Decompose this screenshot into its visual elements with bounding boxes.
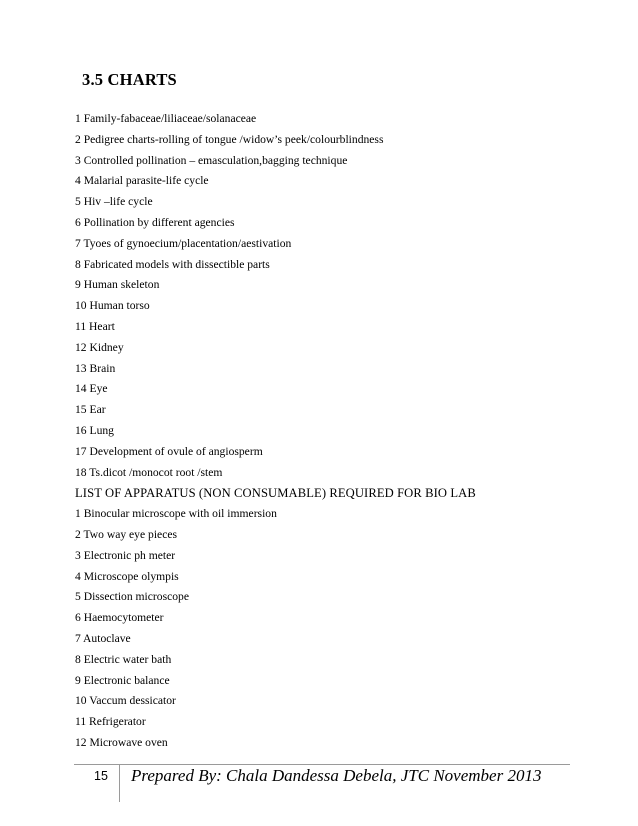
page-number: 15 [94, 769, 108, 783]
chart-item: 16 Lung [75, 423, 114, 437]
chart-item: 8 Fabricated models with dissectible parts [75, 257, 270, 271]
chart-item: 2 Pedigree charts-rolling of tongue /widow’s peek/colourblindness [75, 132, 384, 146]
apparatus-item: 12 Microwave oven [75, 735, 168, 749]
apparatus-item: 5 Dissection microscope [75, 590, 189, 604]
chart-item: 11 Heart [75, 319, 115, 333]
apparatus-item: 10 Vaccum dessicator [75, 694, 176, 708]
chart-item: 15 Ear [75, 403, 106, 417]
footer-divider [74, 764, 570, 765]
chart-item: 10 Human torso [75, 299, 150, 313]
apparatus-item: 2 Two way eye pieces [75, 527, 177, 541]
apparatus-item: 9 Electronic balance [75, 673, 170, 687]
chart-item: 13 Brain [75, 361, 116, 375]
chart-item: 7 Tyoes of gynoecium/placentation/aestivation [75, 236, 292, 250]
chart-item: 5 Hiv –life cycle [75, 195, 153, 209]
footer-vertical-divider [119, 764, 120, 802]
chart-item: 9 Human skeleton [75, 278, 160, 292]
apparatus-item: 8 Electric water bath [75, 652, 172, 666]
apparatus-item: 11 Refrigerator [75, 715, 146, 729]
chart-item: 1 Family-fabaceae/liliaceae/solanaceae [75, 112, 257, 125]
apparatus-item: 3 Electronic ph meter [75, 548, 176, 562]
chart-item: 4 Malarial parasite-life cycle [75, 174, 209, 188]
apparatus-item: 4 Microscope olympis [75, 569, 179, 583]
apparatus-heading: LIST OF APPARATUS (NON CONSUMABLE) REQUIRED FOR BIO LAB [75, 486, 476, 501]
apparatus-item: 7 Autoclave [75, 631, 131, 645]
section-heading: 3.5 CHARTS [82, 70, 177, 89]
footer-text: Prepared By: Chala Dandessa Debela, JTC November 2013 [131, 766, 542, 785]
chart-item: 14 Eye [75, 382, 108, 396]
chart-item: 12 Kidney [75, 340, 124, 354]
content-list [75, 109, 615, 754]
chart-item: 6 Pollination by different agencies [75, 215, 235, 229]
apparatus-item: 6 Haemocytometer [75, 611, 164, 625]
chart-item: 18 Ts.dicot /monocot root /stem [75, 465, 223, 479]
chart-item: 17 Development of ovule of angiosperm [75, 444, 263, 458]
apparatus-item: 1 Binocular microscope with oil immersion [75, 507, 277, 521]
chart-item: 3 Controlled pollination – emasculation,bagging technique [75, 153, 348, 167]
